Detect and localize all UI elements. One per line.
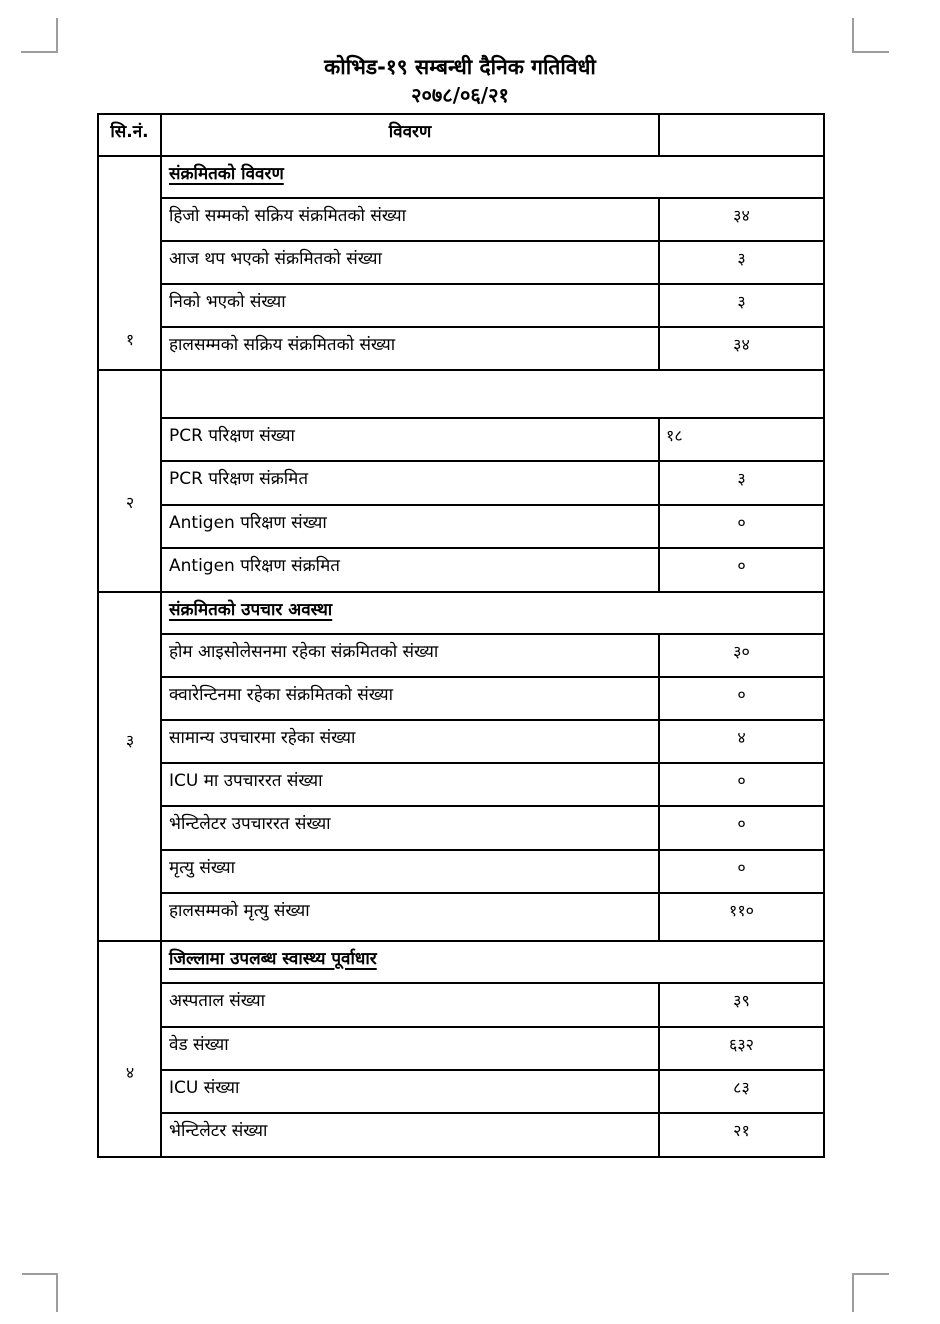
row-label: अस्पताल संख्या <box>161 983 659 1027</box>
table-row <box>98 850 824 893</box>
document-content <box>97 52 823 1158</box>
row-value: ० <box>659 548 824 592</box>
table-row <box>98 1070 824 1113</box>
table-row <box>98 505 824 548</box>
table-row <box>98 634 824 677</box>
table-row <box>98 1113 824 1157</box>
corner-mark-top-left <box>21 18 58 53</box>
row-label: आज थप भएको संक्रमितको संख्या <box>161 241 659 284</box>
table-row <box>98 284 824 327</box>
section-4-title-cell <box>161 941 824 983</box>
table-row <box>98 241 824 284</box>
row-value: ११० <box>659 893 824 941</box>
table-row <box>98 893 824 941</box>
section-4-title-row <box>98 941 824 983</box>
document-table <box>97 113 825 1158</box>
table-row <box>98 327 824 370</box>
section-3-title-row <box>98 592 824 634</box>
row-value: ० <box>659 806 824 850</box>
section-2-serial: २ <box>98 370 161 592</box>
corner-mark-top-right <box>852 18 889 53</box>
row-label: ICU संख्या <box>161 1070 659 1113</box>
table-row <box>98 806 824 850</box>
page-date: २०७८/०६/२१ <box>411 83 509 107</box>
section-2-title-row <box>98 370 824 418</box>
table-header-row <box>98 114 824 156</box>
row-label: हालसम्मको मृत्यु संख्या <box>161 893 659 941</box>
row-value: ० <box>659 763 824 806</box>
row-label: निको भएको संख्या <box>161 284 659 327</box>
section-4-serial: ४ <box>98 941 161 1157</box>
section-2-title-cell <box>161 370 824 418</box>
section-3-serial: ३ <box>98 592 161 941</box>
row-value: ३९ <box>659 983 824 1027</box>
section-3-title-cell <box>161 592 824 634</box>
row-label: हालसम्मको सक्रिय संक्रमितको संख्या <box>161 327 659 370</box>
section-3-title: संक्रमितको उपचार अवस्था <box>169 600 333 620</box>
table-row <box>98 983 824 1027</box>
row-value: ८३ <box>659 1070 824 1113</box>
row-label: PCR परिक्षण संख्या <box>161 418 659 461</box>
header-detail-cell: विवरण <box>161 114 659 156</box>
row-label: भेन्टिलेटर उपचाररत संख्या <box>161 806 659 850</box>
section-1-title-row <box>98 156 824 198</box>
row-value: ३४ <box>659 198 824 241</box>
page-title: कोभिड-१९ सम्बन्धी दैनिक गतिविधी <box>324 55 596 79</box>
row-value: ० <box>659 677 824 720</box>
row-label: मृत्यु संख्या <box>161 850 659 893</box>
row-value: ३ <box>659 461 824 505</box>
row-value: ६३२ <box>659 1027 824 1070</box>
row-value: ३ <box>659 241 824 284</box>
row-label: वेड संख्या <box>161 1027 659 1070</box>
row-value: १८ <box>659 418 824 461</box>
table-row <box>98 461 824 505</box>
row-label: Antigen परिक्षण संख्या <box>161 505 659 548</box>
row-value: ३ <box>659 284 824 327</box>
table-row <box>98 677 824 720</box>
table-row <box>98 548 824 592</box>
row-label: PCR परिक्षण संक्रमित <box>161 461 659 505</box>
table-row <box>98 1027 824 1070</box>
row-label: सामान्य उपचारमा रहेका संख्या <box>161 720 659 763</box>
header-serial-cell: सि.नं. <box>98 114 161 156</box>
row-value: ४ <box>659 720 824 763</box>
row-label: हिजो सम्मको सक्रिय संक्रमितको संख्या <box>161 198 659 241</box>
row-label: क्वारेन्टिनमा रहेका संक्रमितको संख्या <box>161 677 659 720</box>
row-label: Antigen परिक्षण संक्रमित <box>161 548 659 592</box>
row-value: ३० <box>659 634 824 677</box>
table-row <box>98 418 824 461</box>
row-value: ० <box>659 505 824 548</box>
table-row <box>98 720 824 763</box>
corner-mark-bottom-right <box>852 1273 889 1312</box>
row-value: ० <box>659 850 824 893</box>
row-value: २१ <box>659 1113 824 1157</box>
row-label: ICU मा उपचाररत संख्या <box>161 763 659 806</box>
header-value-cell <box>659 114 824 156</box>
row-label: होम आइसोलेसनमा रहेका संक्रमितको संख्या <box>161 634 659 677</box>
row-value: ३४ <box>659 327 824 370</box>
section-4-title: जिल्लामा उपलब्ध स्वास्थ्य पूर्वाधार <box>169 949 377 969</box>
corner-mark-bottom-left <box>22 1273 58 1312</box>
table-row <box>98 763 824 806</box>
section-1-title-cell <box>161 156 824 198</box>
section-1-serial: १ <box>98 156 161 370</box>
row-label: भेन्टिलेटर संख्या <box>161 1113 659 1157</box>
section-1-title: संक्रमितको विवरण <box>169 164 284 184</box>
table-row <box>98 198 824 241</box>
